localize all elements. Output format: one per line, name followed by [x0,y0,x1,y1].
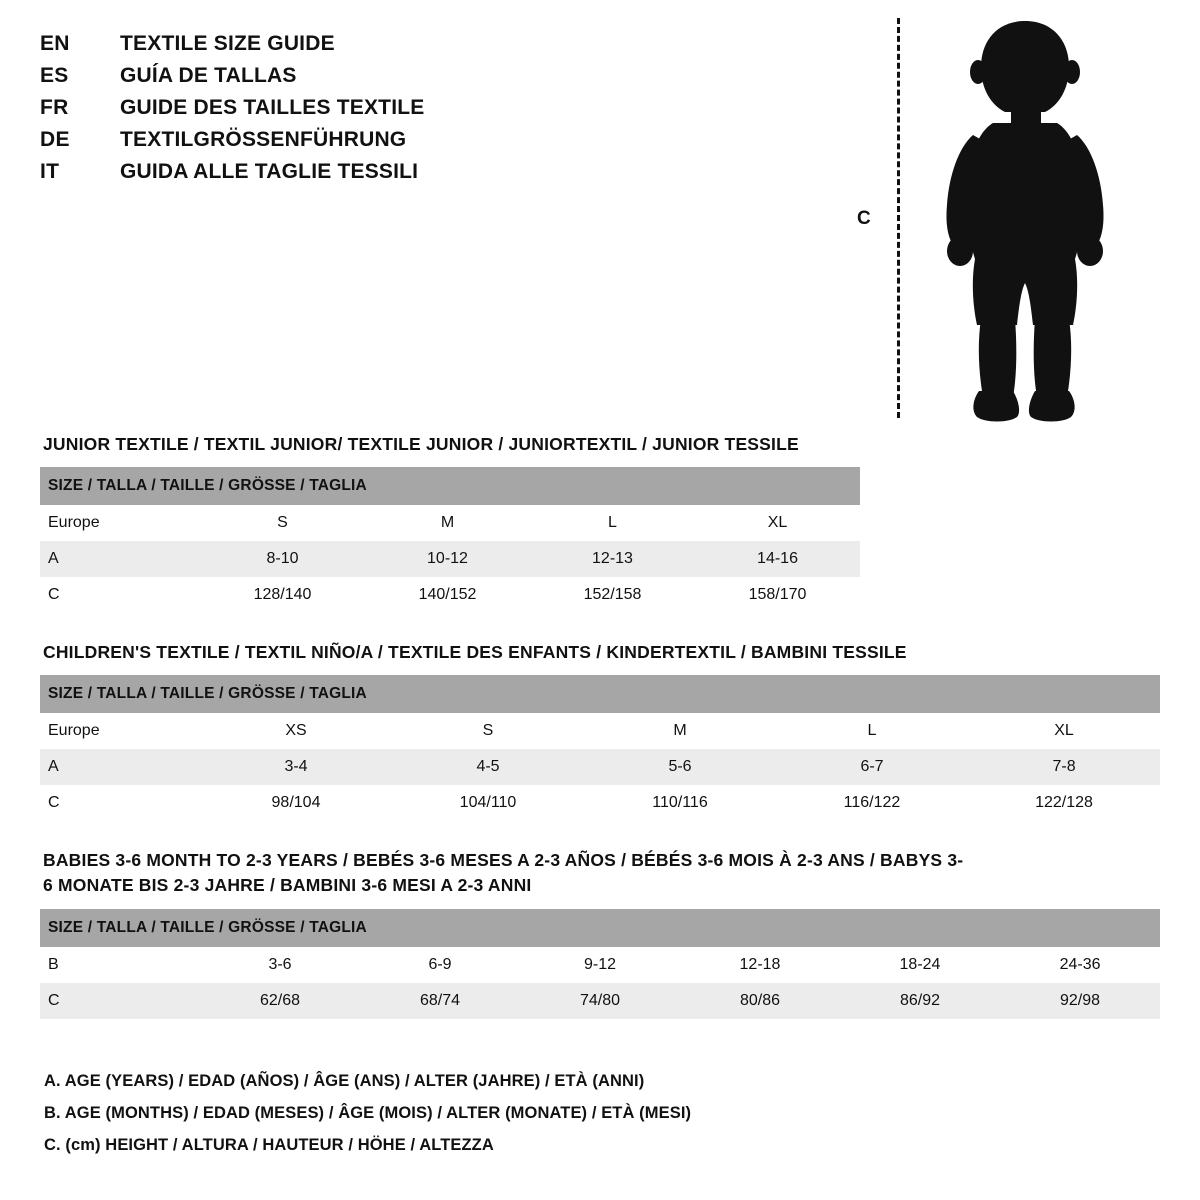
size-header: L [776,713,968,749]
section-title: CHILDREN'S TEXTILE / TEXTIL NIÑO/A / TEXTILE DES ENFANTS / KINDERTEXTIL / BAMBINI TESSILE [43,642,907,662]
section-children [40,640,1160,821]
table-band-row [40,909,1160,947]
cell-value: 12-18 [680,947,840,983]
language-title-block [40,32,600,192]
cell-value: 5-6 [584,749,776,785]
row-label: C [40,983,200,1019]
cell-value: 140/152 [365,577,530,613]
cell-value: 3-4 [200,749,392,785]
size-header: XL [695,505,860,541]
section-babies [40,848,1160,1019]
row-label: C [40,785,200,821]
cell-value: 8-10 [200,541,365,577]
cell-value: 7-8 [968,749,1160,785]
cell-value: 4-5 [392,749,584,785]
cell-value: 92/98 [1000,983,1160,1019]
legend-block [44,1065,691,1162]
language-row [40,160,600,192]
language-title: TEXTILGRÖSSENFÜHRUNG [120,128,407,151]
cell-value: 6-9 [360,947,520,983]
cell-value: 74/80 [520,983,680,1019]
legend-item: A. AGE (YEARS) / EDAD (AÑOS) / ÂGE (ANS) / ALTER (JAHRE) / ETÀ (ANNI) [44,1072,645,1090]
table-band-row [40,467,860,505]
table-band-label: SIZE / TALLA / TAILLE / GRÖSSE / TAGLIA [40,909,1160,947]
table-band-label: SIZE / TALLA / TAILLE / GRÖSSE / TAGLIA [40,467,860,505]
language-title: GUIDE DES TAILLES TEXTILE [120,96,425,119]
height-figure [857,10,1145,425]
cell-value: 116/122 [776,785,968,821]
row-label: Europe [40,713,200,749]
cell-value: 18-24 [840,947,1000,983]
table-band-label: SIZE / TALLA / TAILLE / GRÖSSE / TAGLIA [40,675,1160,713]
cell-value: 158/170 [695,577,860,613]
size-header: S [392,713,584,749]
cell-value: 62/68 [200,983,360,1019]
cell-value: 12-13 [530,541,695,577]
table-row [40,749,1160,785]
table-row [40,713,1160,749]
babies-size-table [40,909,1160,1019]
language-code: DE [40,128,70,151]
child-silhouette-icon [925,15,1125,425]
cell-value: 86/92 [840,983,1000,1019]
cell-value: 122/128 [968,785,1160,821]
section-title: JUNIOR TEXTILE / TEXTIL JUNIOR/ TEXTILE JUNIOR / JUNIORTEXTIL / JUNIOR TESSILE [43,434,799,454]
cell-value: 6-7 [776,749,968,785]
cell-value: 10-12 [365,541,530,577]
cell-value: 3-6 [200,947,360,983]
cell-value: 98/104 [200,785,392,821]
cell-value: 24-36 [1000,947,1160,983]
language-row [40,96,600,128]
size-header: S [200,505,365,541]
cell-value: 14-16 [695,541,860,577]
language-row [40,32,600,64]
cell-value: 104/110 [392,785,584,821]
cell-value: 68/74 [360,983,520,1019]
table-row [40,541,860,577]
height-dashed-line [897,18,900,418]
cell-value: 80/86 [680,983,840,1019]
table-row [40,577,860,613]
size-header: XS [200,713,392,749]
language-title: GUÍA DE TALLAS [120,64,297,87]
row-label: A [40,749,200,785]
cell-value: 110/116 [584,785,776,821]
size-header: XL [968,713,1160,749]
height-axis-label: C [857,208,871,229]
legend-item: C. (cm) HEIGHT / ALTURA / HAUTEUR / HÖHE / ALTEZZA [44,1136,494,1155]
language-code: IT [40,160,60,183]
legend-item: B. AGE (MONTHS) / EDAD (MESES) / ÂGE (MOIS) / ALTER (MONATE) / ETÀ (MESI) [44,1104,692,1123]
row-label: C [40,577,200,613]
row-label: B [40,947,200,983]
children-size-table [40,675,1160,821]
language-code: EN [40,32,70,55]
junior-size-table [40,467,860,613]
language-row [40,64,600,96]
cell-value: 9-12 [520,947,680,983]
row-label: A [40,541,200,577]
size-header: M [365,505,530,541]
table-row [40,947,1160,983]
table-row [40,983,1160,1019]
cell-value: 128/140 [200,577,365,613]
table-row [40,505,860,541]
table-row [40,785,1160,821]
language-code: ES [40,64,69,87]
language-code: FR [40,96,69,119]
row-label: Europe [40,505,200,541]
language-title: GUIDA ALLE TAGLIE TESSILI [120,160,419,183]
size-header: M [584,713,776,749]
section-junior [40,432,860,613]
cell-value: 152/158 [530,577,695,613]
language-row [40,128,600,160]
section-title: BABIES 3-6 MONTH TO 2-3 YEARS / BEBÉS 3-6 MESES A 2-3 AÑOS / BÉBÉS 3-6 MOIS À 2-3 ANS / BABYS 3-6 MONATE BIS 2-3 JAHRE / BAMBINI 3-6 MESI A 2-3 ANNI [43,850,964,896]
language-title: TEXTILE SIZE GUIDE [120,32,335,55]
size-header: L [530,505,695,541]
table-band-row [40,675,1160,713]
